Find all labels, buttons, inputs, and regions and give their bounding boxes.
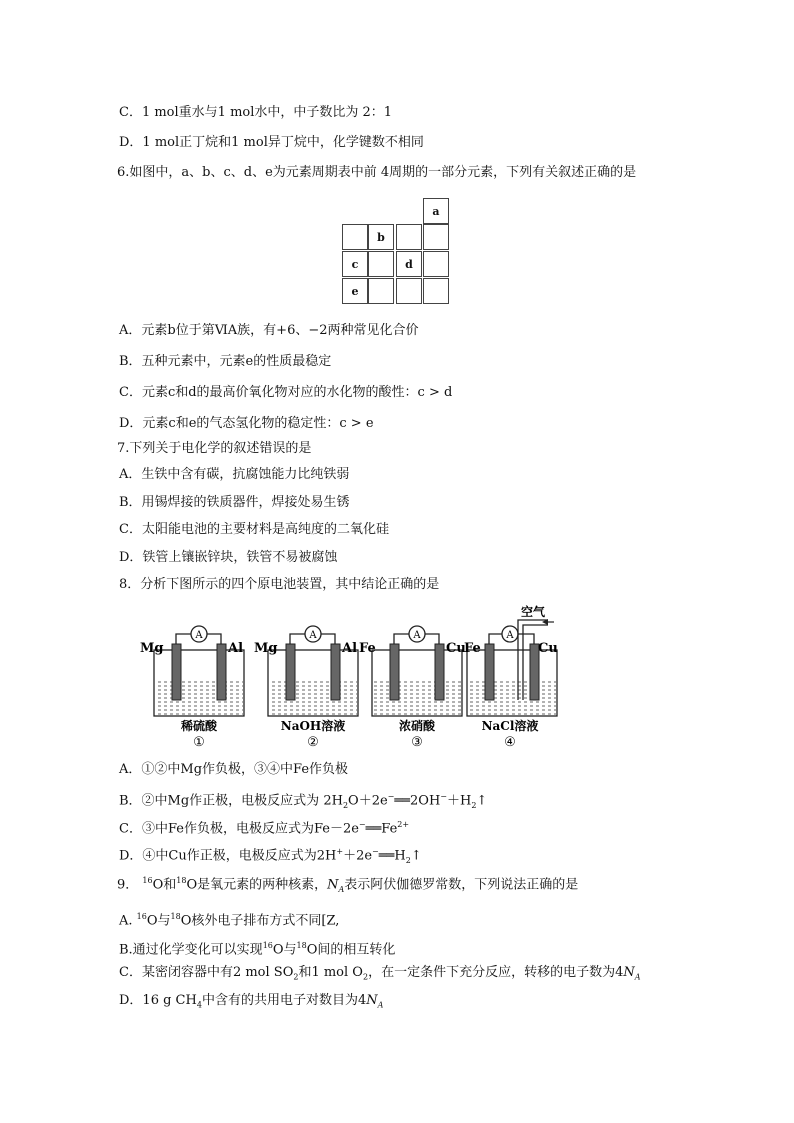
text: ══H [378, 848, 406, 864]
wire [176, 634, 191, 644]
q8-option-a: A．①②中Mg作负极，③④中Fe作负极 [119, 762, 349, 777]
cell-number: ④ [504, 735, 516, 750]
grid-cell-d [396, 251, 422, 277]
superscript: 18 [296, 941, 307, 950]
grid-cell [368, 278, 394, 304]
text: D．16 g CH [119, 993, 197, 1008]
superscript: − [372, 847, 379, 856]
grid-cell [423, 278, 449, 304]
text: ══Fe [365, 821, 398, 837]
q6-option-c: C．元素c和d的最高价氧化物对应的水化物的酸性：c > d [119, 385, 453, 400]
electrode-left-label: Fe [359, 641, 376, 656]
text: O和 [152, 877, 177, 893]
q9-option-a [119, 908, 339, 930]
grid-cell [423, 251, 449, 277]
electrode-right-label: Cu [446, 641, 466, 656]
cell-number: ② [307, 735, 319, 750]
avogadro-symbol: N [327, 877, 339, 893]
subscript: 2 [342, 800, 349, 810]
electrode-left-label: Mg [140, 641, 164, 656]
electrolyte [155, 680, 243, 715]
q9-option-b [119, 937, 395, 959]
q7-option-d: D．铁管上镶嵌锌块，铁管不易被腐蚀 [119, 550, 338, 565]
q9-option-d [119, 992, 383, 1015]
electrode-left [172, 644, 181, 700]
text: O＋2e [348, 793, 388, 809]
grid-cell-b [368, 224, 394, 250]
subscript: 2 [293, 972, 299, 982]
superscript: 16 [142, 876, 153, 885]
q6-option-d: D．元素c和e的气态氢化物的稳定性：c > e [119, 416, 374, 431]
text: ，在一定条件下充分反应，转移的电子数为4 [368, 965, 624, 980]
subscript: 2 [471, 800, 477, 810]
air-label: 空气 [521, 605, 546, 619]
text: ＋H [446, 793, 472, 809]
q5-option-d: D．1 mol正丁烷和1 mol异丁烷中，化学键数不相同 [119, 135, 424, 150]
subscript: A [338, 884, 345, 894]
text: 中含有的共用电子对数目为4 [201, 993, 367, 1008]
ammeter-label: A [413, 630, 421, 641]
q6-option-b: B．五种元素中，元素e的性质最稳定 [119, 354, 332, 369]
avogadro-symbol: N [366, 993, 378, 1008]
q8-option-d [119, 843, 422, 870]
electrode-left [485, 644, 494, 700]
cell-number: ① [193, 735, 205, 750]
superscript: + [336, 847, 344, 856]
electrode-right-label: Cu [538, 641, 558, 656]
text: 表示阿伏伽德罗常数，下列说法正确的是 [344, 877, 579, 893]
grid-cell [423, 224, 449, 250]
electrode-right-label: Al [228, 641, 244, 656]
subscript: A [634, 972, 641, 982]
text: B．②中Mg作正极，电极反应式为 2H [119, 793, 343, 809]
superscript: 16 [262, 941, 273, 950]
cell-number: ③ [411, 735, 423, 750]
q7-option-a: A．生铁中含有碳，抗腐蚀能力比纯铁弱 [119, 467, 350, 482]
galvanic-cells-figure [140, 604, 560, 750]
wire [207, 634, 221, 644]
ammeter-label: A [195, 630, 203, 641]
text: B.通过化学变化可以实现 [119, 942, 263, 958]
cell-3 [359, 626, 466, 750]
electrode-left-label: Fe [464, 641, 481, 656]
cell-4 [464, 604, 558, 750]
superscript: 2+ [397, 820, 410, 829]
solution-label: NaOH溶液 [280, 719, 346, 733]
grid-cell-c [342, 251, 368, 277]
electrode-left-label: Mg [254, 641, 278, 656]
superscript: − [358, 820, 366, 829]
avogadro-symbol: N [623, 965, 635, 980]
subscript: A [377, 1000, 384, 1010]
text: O核外电子排布方式不同[Z, [180, 913, 340, 929]
cell-1 [140, 626, 244, 750]
grid-cell [342, 224, 368, 250]
grid-cell [396, 278, 422, 304]
superscript: − [440, 792, 447, 801]
q8-option-c [119, 816, 409, 838]
wire [489, 634, 502, 644]
q6-option-a: A．元素b位于第ⅥA族，有+6、−2两种常见化合价 [119, 323, 419, 338]
grid-cell [368, 251, 394, 277]
superscript: 16 [136, 912, 147, 921]
gas-arrow: ↑ [476, 793, 488, 809]
text: O与 [146, 913, 171, 929]
grid-cell-e [342, 278, 368, 304]
grid-cell-a [423, 198, 449, 224]
subscript: 2 [362, 972, 369, 982]
text: C．某密闭容器中有2 mol SO [119, 965, 294, 980]
wire [425, 634, 439, 644]
superscript: − [387, 792, 395, 801]
electrode-right [331, 644, 340, 700]
text: O与 [272, 942, 297, 958]
element-d-label: d [405, 257, 413, 271]
solution-label: NaCl溶液 [481, 719, 539, 733]
wire [518, 634, 534, 644]
text: ＋2e [343, 848, 373, 864]
superscript: 18 [176, 876, 187, 885]
text: A. [119, 913, 133, 929]
subscript: 2 [405, 855, 411, 865]
question-9-stem [117, 872, 578, 899]
q5-option-c: C．1 mol重水与1 mol水中，中子数比为 2：1 [119, 105, 393, 120]
solution-label: 浓硝酸 [398, 719, 436, 733]
electrode-right-label: Al [342, 641, 358, 656]
electrolyte [373, 680, 461, 715]
element-b-label: b [377, 230, 385, 244]
q9-option-c [119, 964, 641, 987]
electrolyte [468, 680, 556, 715]
electrode-right [217, 644, 226, 700]
grid-cell [396, 224, 422, 250]
text: 和1 mol O [298, 965, 363, 980]
question-8-stem: 8．分析下图所示的四个原电池装置，其中结论正确的是 [119, 577, 440, 592]
electrolyte [269, 680, 357, 715]
element-a-label: a [432, 204, 440, 218]
element-c-label: c [351, 257, 359, 271]
element-e-label: e [351, 284, 359, 298]
question-6-stem: 6.如图中，a、b、c、d、e为元素周期表中前 4周期的一部分元素，下列有关叙述正确的是 [117, 165, 637, 180]
text: C．③中Fe作负极，电极反应式为Fe－2e [119, 821, 359, 837]
superscript: 18 [170, 912, 181, 921]
text: O间的相互转化 [306, 942, 396, 958]
q8-option-b [119, 788, 487, 815]
wire [290, 634, 305, 644]
cell-2 [254, 626, 358, 750]
gas-arrow: ↑ [410, 848, 422, 864]
electrode-left [286, 644, 295, 700]
text: D．④中Cu作正极，电极反应式为2H [119, 848, 337, 864]
text: O是氧元素的两种核素， [186, 877, 328, 893]
text: ══2OH [394, 793, 441, 809]
wire [321, 634, 335, 644]
q7-option-b: B．用锡焊接的铁质器件，焊接处易生锈 [119, 495, 350, 510]
ammeter-label: A [506, 630, 514, 641]
solution-label: 稀硫酸 [180, 719, 218, 733]
electrode-right [435, 644, 444, 700]
q7-option-c: C．太阳能电池的主要材料是高纯度的二氧化硅 [119, 522, 389, 537]
ammeter-label: A [309, 630, 317, 641]
wire [394, 634, 409, 644]
electrode-left [390, 644, 399, 700]
question-number: 9． [117, 877, 139, 893]
question-7-stem: 7.下列关于电化学的叙述错误的是 [117, 441, 312, 456]
subscript: 4 [196, 1000, 202, 1010]
